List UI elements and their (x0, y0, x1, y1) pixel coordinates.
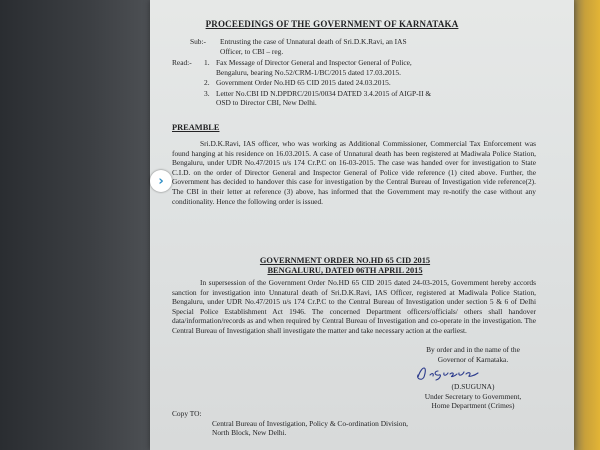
copy-block (172, 409, 532, 438)
preamble-text: Sri.D.K.Ravi, IAS officer, who was working as Additional Commissioner, Commercial Tax Enforcement was found hanging at his residence on 16.03.2015. A case of Unnatural death has been registered at Madiwala Police Station, Bengaluru, under UDR No.47/2015 u/s 174 Cr.P.C on 16-03-2015. The case was handed over for investigation to State C.I.D. on the order of Director General and Inspector General of Police vide reference (1) cited above. Further, the Government has decided to handover this case for investigation by the Central Bureau of Investigation vide reference(2). The CBI in their letter at reference (3) above, has informed that the Government may re-notify the case without any conditionality. Hence the following order is issued. (172, 139, 536, 206)
document-title: PROCEEDINGS OF THE GOVERNMENT OF KARNATAKA (205, 19, 459, 29)
background-right (570, 0, 600, 450)
reference-item (204, 58, 434, 77)
sign-line1: By order and in the name of the (426, 345, 520, 354)
order-text: In supersession of the Government Order No.HD 65 CID 2015 dated 24-03-2015, Government hereby accords sanction for investigation into Unnatural death of Sri.D.K.Ravi, IAS Officer, registered at Madiwala Police Station, Bengaluru, under UDR No.47/2015 u/s 174 Cr.P.C to the Central Bureau of Investigation under section 5 & 6 of Delhi Special Police Establishment Act 1946. The concerned Department officers/officials/ others shall handover data/information/records as and when required by Central Bureau of Investigation and co-operate in the investigation. The Central Bureau of Investigation shall investigate the matter and take necessary action at the earliest. (172, 278, 536, 335)
copy-line2: North Block, New Delhi. (212, 428, 287, 438)
order-heading (210, 256, 480, 276)
read-label: Read:- (172, 58, 192, 67)
order-heading-line1: GOVERNMENT ORDER NO.HD 65 CID 2015 (259, 256, 431, 265)
reference-item (204, 78, 434, 88)
preamble-heading: PREAMBLE (172, 123, 220, 132)
reference-item (204, 89, 434, 108)
reference-number: 3. (204, 88, 210, 98)
order-heading-line2: BENGALURU, DATED 06TH APRIL 2015 (267, 266, 423, 275)
sign-line2: Governor of Karnataka. (437, 354, 509, 364)
signatory-title1: Under Secretary to Government, (424, 391, 522, 401)
background-left (0, 0, 150, 450)
expand-arrow-icon[interactable]: › (150, 170, 172, 192)
reference-text: Government Order No.HD 65 CID 2015 dated 24.03.2015. (216, 78, 391, 88)
signatory-title2: Home Department (Crimes) (431, 401, 515, 411)
copy-line1: Central Bureau of Investigation, Policy & Co-ordination Division, (212, 418, 409, 428)
reference-list (204, 58, 434, 109)
reference-text: Fax Message of Director General and Inspector General of Police, Bengaluru, bearing No.52/CRM-1/BC/2015 dated 17.03.2015. (216, 58, 412, 77)
signatory-name: (D.SUGUNA) (451, 382, 495, 392)
copy-label: Copy TO: (172, 409, 202, 418)
subject-label: Sub:- (190, 37, 207, 46)
reference-number: 2. (204, 78, 210, 88)
reference-number: 1. (204, 58, 210, 67)
subject-block (190, 37, 430, 56)
document-page (150, 0, 574, 450)
handwritten-signature (412, 363, 492, 383)
reference-text: Letter No.CBI ID N.DPDRC/2015/0034 DATED 3.4.2015 of AIGP-II & OSD to Director CBI, New Delhi. (216, 88, 432, 108)
subject-text: Entrusting the case of Unnatural death of Sri.D.K.Ravi, an IAS Officer, to CBI – reg. (220, 37, 407, 56)
